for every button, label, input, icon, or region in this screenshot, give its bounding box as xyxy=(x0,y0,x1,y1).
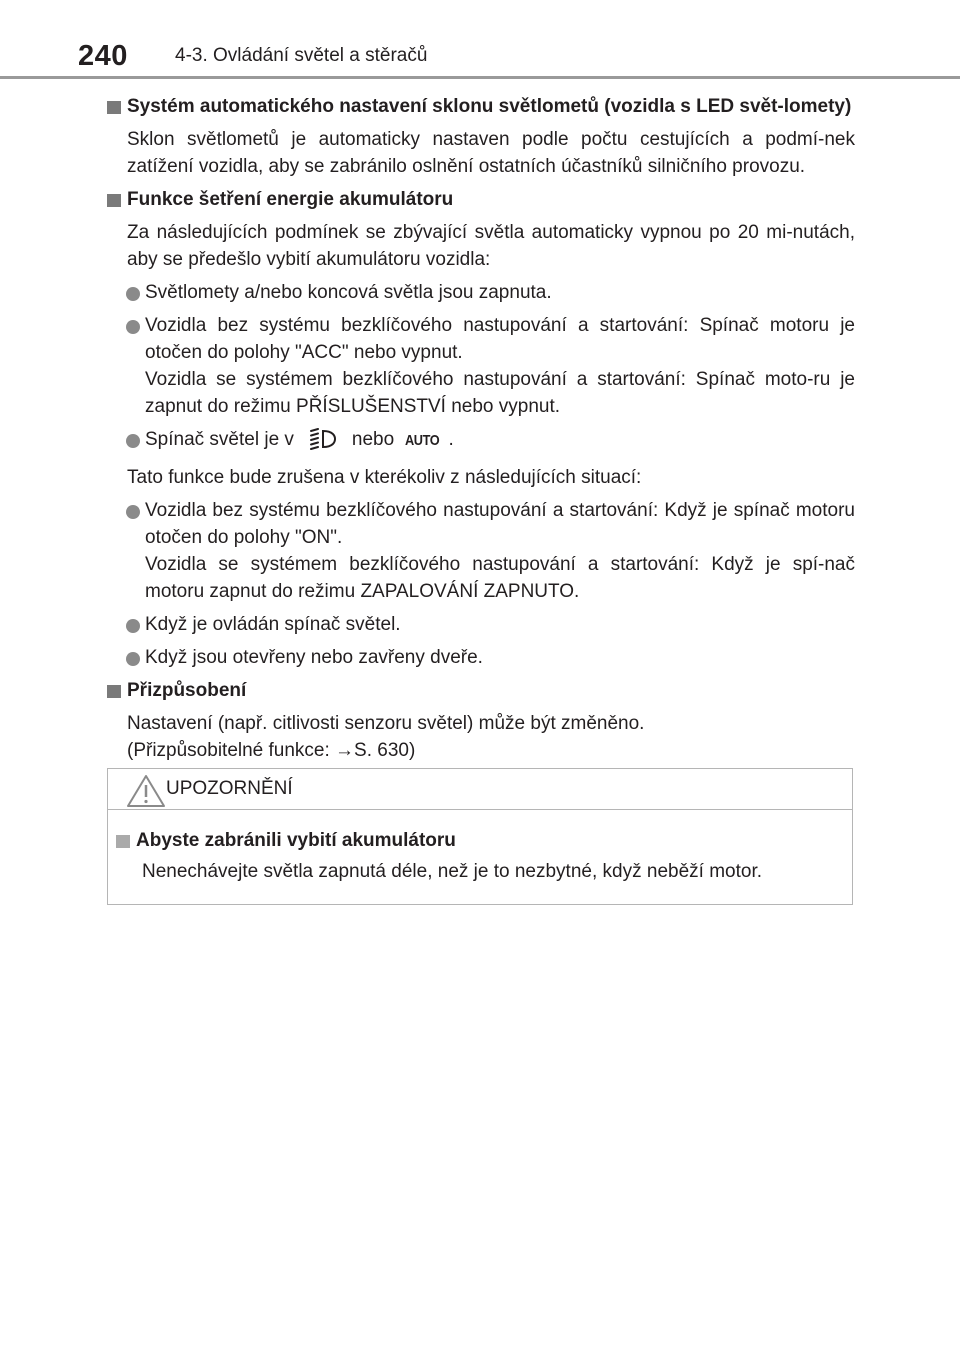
caution-title: UPOZORNĚNÍ xyxy=(166,778,293,799)
list-item: Vozidla bez systému bezklíčového nastupování a startování: Spínač motoru je otočen do polohy "ACC" nebo vypnut. Vozidla se systémem bezklíčového nastupování a startování: Spínač moto-ru je zapnut do režimu PŘÍSLUŠENSTVÍ nebo vypnut. xyxy=(107,312,855,420)
circle-bullet-icon xyxy=(126,619,140,633)
main-content xyxy=(107,93,855,764)
customization-text: Nastavení (např. citlivosti senzoru světel) může být změněno. (Přizpůsobitelné funkce: →S. 630) xyxy=(127,713,645,761)
circle-bullet-icon xyxy=(126,434,140,448)
square-bullet-icon xyxy=(107,101,121,114)
leveling-text: Sklon světlometů je automaticky nastaven podle počtu cestujících a podmí-nek zatížení vozidla, aby se zabránilo oslnění ostatních účastníků silničního provozu. xyxy=(127,129,855,177)
caution-header xyxy=(108,769,852,810)
page-header xyxy=(0,0,960,80)
caution-heading: Abyste zabránili vybití akumulátoru xyxy=(116,827,852,854)
auto-icon: AUTO xyxy=(405,432,440,449)
cancel-intro-text: Tato funkce bude zrušena v kterékoliv z následujících situací: xyxy=(127,467,642,488)
battery-saver-text: Za následujících podmínek se zbývající světla automaticky vypnou po 20 mi-nutách, aby se předešlo vybití akumulátoru vozidla: xyxy=(127,222,855,270)
section-heading-battery-saver: Funkce šetření energie akumulátoru xyxy=(107,186,855,213)
list-item: Vozidla bez systému bezklíčového nastupování a startování: Když je spínač motoru otočen do polohy "ON". Vozidla se systémem bezklíčového nastupování a startování: Když je spí-nač motoru zapnut do režimu ZAPALOVÁNÍ ZAPNUTO. xyxy=(107,497,855,605)
list-item: Světlomety a/nebo koncová světla jsou zapnuta. xyxy=(107,279,855,306)
list-item: Spínač světel je v nebo AUTO . xyxy=(107,426,855,458)
circle-bullet-icon xyxy=(126,320,140,334)
caution-body xyxy=(108,810,852,885)
circle-bullet-icon xyxy=(126,505,140,519)
circle-bullet-icon xyxy=(126,652,140,666)
caution-text: Nenechávejte světla zapnutá déle, než je to nezbytné, když neběží motor. xyxy=(142,861,762,882)
list-item: Když je ovládán spínač světel. xyxy=(107,611,855,638)
section-heading-customization: Přizpůsobení xyxy=(107,677,855,704)
square-bullet-icon xyxy=(107,685,121,698)
list-item: Když jsou otevřeny nebo zavřeny dveře. xyxy=(107,644,855,671)
square-bullet-icon xyxy=(116,835,130,848)
caution-box xyxy=(107,768,853,905)
page-number: 240 xyxy=(78,40,128,72)
warning-triangle-icon xyxy=(126,774,166,813)
section-heading-leveling: Systém automatického nastavení sklonu světlometů (vozidla s LED svět-lomety) xyxy=(107,93,855,120)
header-rule xyxy=(0,76,960,79)
section-title: 4-3. Ovládání světel a stěračů xyxy=(175,45,428,66)
tail-light-icon xyxy=(308,428,338,458)
circle-bullet-icon xyxy=(126,287,140,301)
square-bullet-icon xyxy=(107,194,121,207)
